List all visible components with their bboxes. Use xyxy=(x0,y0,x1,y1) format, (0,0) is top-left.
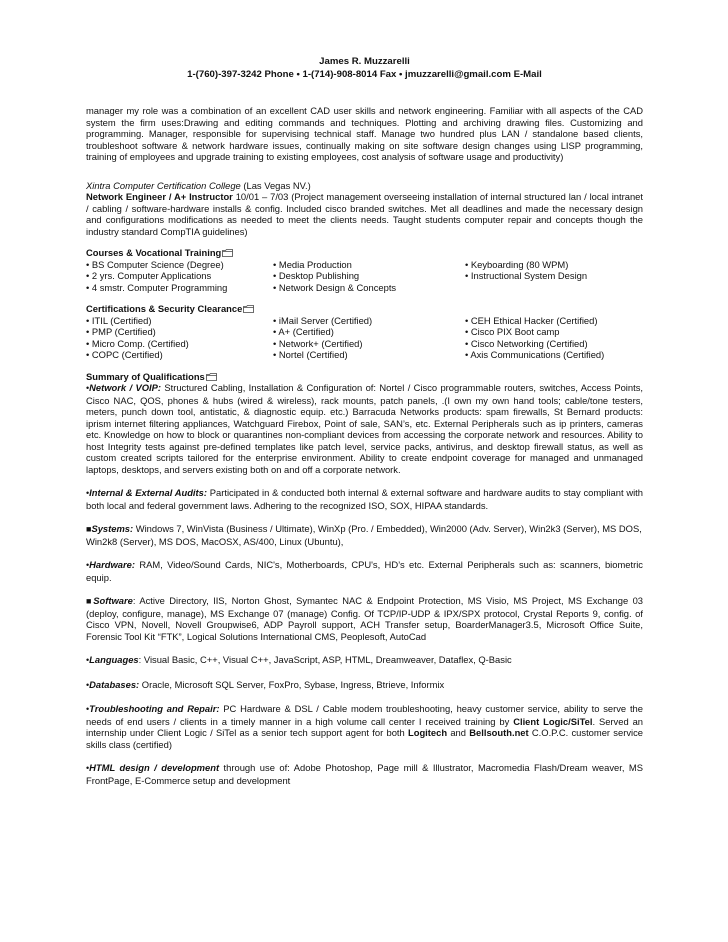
qualification-hardware xyxy=(86,559,643,583)
qualification-label: Languages xyxy=(89,654,139,665)
list-item: • Axis Communications (Certified) xyxy=(465,349,605,360)
qualification-text: : Active Directory, IIS, Norton Ghost, Symantec NAC & Endpoint Protection, MS Visio, MS Project, MS Exchange 03 (deploy, configure, manage), MS Exchange 07 (manage) Config. Of TCP/IP-UDP & IPX/SPX protocol, Crystal Reports 9, config. of Cisco VPN, Novell, Novell Groupwise6, ADP Payroll support, ACH Transfer setup, BoarderManager3.5, Microsoft Office Suite, Forensic Tool Kit “FTK”, Logical Solutions International CMS, Peoplesoft, AutoCad xyxy=(86,595,644,642)
qualifications-section-title xyxy=(86,371,643,383)
list-item: • Network Design & Concepts xyxy=(273,281,397,293)
square-bullet: ■ xyxy=(86,596,94,606)
header-contact: 1-(760)-397-3242 Phone • 1-(714)-908-8014 Fax • jmuzzarelli@gmail.com E-Mail xyxy=(187,68,542,80)
qualification-label: Troubleshooting and Repair: xyxy=(89,703,220,714)
qualification-emphasis: Bellsouth.net xyxy=(469,727,529,738)
qualification-text: and xyxy=(447,727,470,738)
list-item: • Cisco Networking (Certified) xyxy=(465,337,588,349)
job-entry xyxy=(86,180,643,238)
courses-title-text: Courses & Vocational Training xyxy=(86,247,222,258)
qualification-text: . Served an internship under Client Logic / SiTel as a senior tech support agent for both xyxy=(86,715,643,738)
certifications-title-text: Certifications & Security Clearance xyxy=(86,303,243,314)
qualification-text: through use of: Adobe Photoshop, Page mill & Illustrator, Macromedia Flash/Dream weaver, MS FrontPage, E-Commerce setup and development xyxy=(86,762,643,786)
certifications-list xyxy=(86,315,643,361)
list-item: • Cisco PIX Boot camp xyxy=(465,326,560,337)
courses-list xyxy=(86,259,643,294)
qualification-network xyxy=(86,382,643,475)
square-bullet: ■ xyxy=(86,524,92,534)
qualification-text: PC Hardware & DSL / Cable modem troubleshooting, heavy customer service, ability to serve the needs of end users / clients in a timely manner in a high volume call center I received training by xyxy=(86,703,643,727)
qualification-label: Hardware: xyxy=(89,559,136,570)
qualification-emphasis: Client Logic/SiTel xyxy=(513,715,593,727)
list-item: • BS Computer Science (Degree) xyxy=(86,258,224,270)
list-item xyxy=(465,282,643,294)
list-item: • Media Production xyxy=(273,258,352,270)
list-item: • Desktop Publishing xyxy=(273,270,360,281)
qualification-text: : Visual Basic, C++, Visual C++, JavaScript, ASP, HTML, Dreamweaver, Dataflex, Q-Basic xyxy=(138,654,512,665)
qualifications-title-text: Summary of Qualifications xyxy=(86,370,205,382)
list-item: • Keyboarding (80 WPM) xyxy=(465,258,569,270)
list-item: • ITIL (Certified) xyxy=(86,314,152,326)
qualification-text: Structured Cabling, Installation & Configuration of: Nortel / Cisco programmable routers, switches, Access Points, Cisco NAC, QOS, phones & hubs (wired & wireless), rack mounts, patch panels, .(I own my own hand tools; cable/tone testers, meters, punch down tool, antistatic, & diagnostic equip. etc.) Barracuda Networks products: spam firewalls, St Bernard products: iprism internet filtering appliances, Watchguard Firebox, Point of sale, SAN’s, etc. External Peripherals such as ip printers, cameras etc. Knowledge on how to block or quarantines non-compliant devices from accessing the corporate network and resources. Ability to host Integrity tests against pre-defined templates like patch level, service packs, antivirus, and desktop firewall status, as well as custom created scripts tailored for the enterprise environment. Ability to create endpoint coverage for managed and unmanaged laptops, desktops, and servers existing both on and off a corporate network. xyxy=(86,382,643,475)
qualification-text: Windows 7, WinVista (Business / Ultimate), WinXp (Pro. / Embedded), Win2000 (Adv. Server), Win2k3 (Server), MS DOS, Win2k8 (Server), MS DOS, MacOSX, AS/400, Linux (Ubuntu), xyxy=(86,523,642,547)
header-name: James R. Muzzarelli xyxy=(319,56,410,67)
qualification-label: Systems: xyxy=(91,523,134,534)
list-item: • iMail Server (Certified) xyxy=(273,314,373,326)
list-item: • A+ (Certified) xyxy=(273,326,334,337)
list-item: • COPC (Certified) xyxy=(86,349,163,360)
courses-section-title xyxy=(86,247,643,259)
qualification-software xyxy=(86,595,643,642)
job-company: Xintra Computer Certification College xyxy=(86,179,241,191)
list-item: • 4 smstr. Computer Programming xyxy=(86,281,228,293)
list-item: • Instructional System Design xyxy=(465,270,588,281)
bullet: • xyxy=(86,383,90,393)
bullet: • xyxy=(86,704,90,714)
certifications-section-title xyxy=(86,303,643,315)
bullet: • xyxy=(86,763,90,773)
folder-icon xyxy=(222,249,233,257)
intro-paragraph: manager my role was a combination of an excellent CAD user skills and network engineering. Familiar with all aspects of the CAD system the firm uses:Drawing and editing commands and techniques. Plotting and archiving drawing files. Customizing and programming. Manager, responsible for supervising technical staff. Manage two hundred plus LAN / standalone based clients, troubleshoot software & network hardware issues, continually making on site software design changes using LISP programming, training of employees and upgrade training to existing employees, cost analysis of software usage and productivity) xyxy=(86,105,643,162)
qualification-label: Databases: xyxy=(89,678,140,690)
bullet: • xyxy=(86,560,90,570)
list-item: • PMP (Certified) xyxy=(86,326,156,337)
list-item: • Micro Comp. (Certified) xyxy=(86,337,189,349)
qualification-text: RAM, Video/Sound Cards, NIC's, Motherboards, CPU's, HD’s etc. External Peripherals such as: scanners, biometric equip. xyxy=(86,559,643,583)
bullet: • xyxy=(86,679,90,690)
qualification-databases xyxy=(86,679,643,692)
job-location: (Las Vegas NV.) xyxy=(240,179,311,191)
qualification-label: Network / VOIP: xyxy=(89,382,161,393)
qualification-text: C.O.P.C. customer service skills class (certified) xyxy=(86,727,643,750)
qualification-label: HTML design / development xyxy=(89,762,220,773)
qualification-systems xyxy=(86,523,643,547)
qualification-languages xyxy=(86,654,643,667)
job-description: 10/01 – 7/03 (Project management overseeing installation of internal structured lan / local intranet / cabling / software-hardware installs & config. Included cisco branded switches. Met all deadlines and made the necessary design and configurations modifications as needed to meet the clients needs. Taught students computer repair and concepts though the industry standard CompTIA guidelines) xyxy=(86,191,643,237)
qualification-text: Participated in & conducted both internal & external software and hardware audits to stay compliant with both local and federal government laws. Adhering to the recognized ISO, SOX, HIPAA standards. xyxy=(86,487,643,511)
list-item: • CEH Ethical Hacker (Certified) xyxy=(465,314,598,326)
qualification-label: Software xyxy=(93,595,133,606)
job-title: Network Engineer / A+ Instructor xyxy=(86,191,233,202)
qualification-text: Oracle, Microsoft SQL Server, FoxPro, Sybase, Ingress, Btrieve, Informix xyxy=(139,678,445,690)
list-item: • Nortel (Certified) xyxy=(273,349,348,360)
bullet: • xyxy=(86,655,90,665)
list-item: • 2 yrs. Computer Applications xyxy=(86,270,212,281)
qualification-troubleshooting xyxy=(86,703,643,750)
qualification-emphasis: Logitech xyxy=(408,727,448,738)
bullet: • xyxy=(86,488,90,498)
qualification-label: Internal & External Audits: xyxy=(89,487,207,498)
list-item: • Network+ (Certified) xyxy=(273,337,363,349)
folder-icon xyxy=(243,305,254,313)
qualification-html xyxy=(86,762,643,786)
resume-page xyxy=(86,56,643,786)
qualification-audits xyxy=(86,487,643,511)
folder-icon xyxy=(206,373,217,381)
